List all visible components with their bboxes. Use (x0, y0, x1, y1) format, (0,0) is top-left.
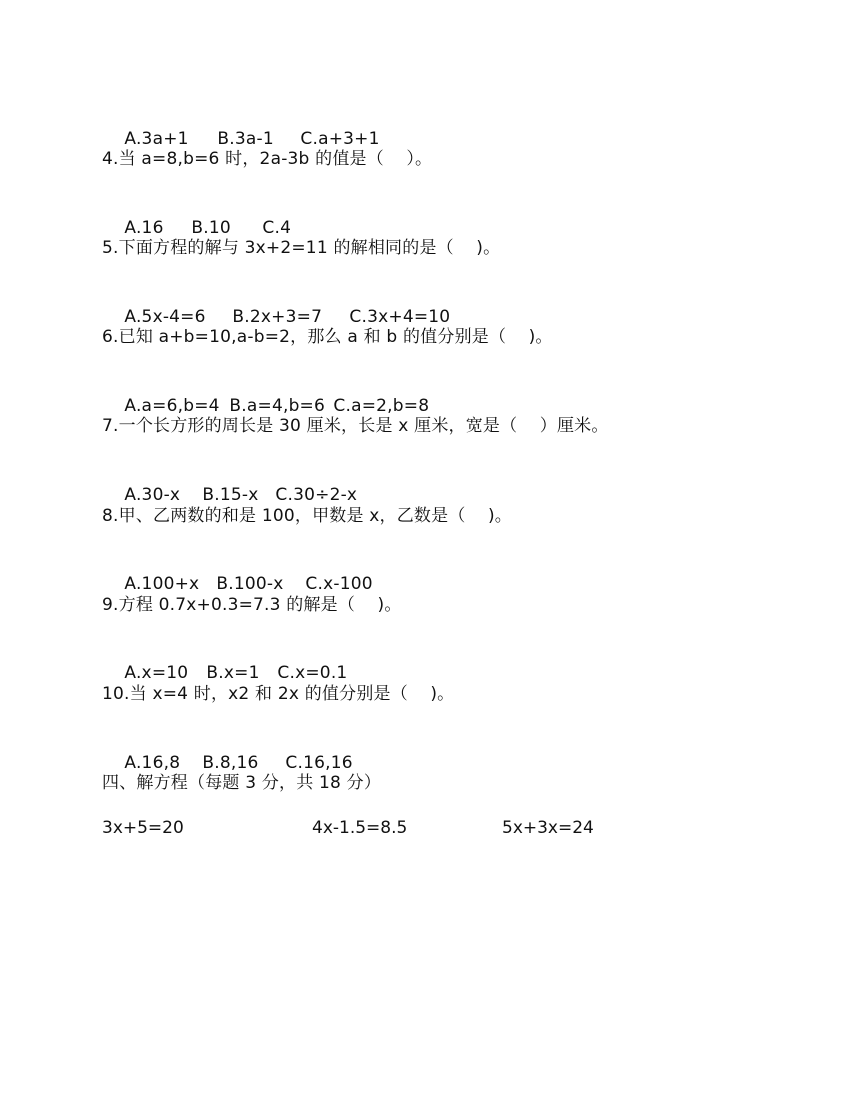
question-5: 5.下面方程的解与 3x+2=11 的解相同的是（ )。 (102, 238, 501, 258)
question-10: 10.当 x=4 时，x2 和 2x 的值分别是（ )。 (102, 684, 455, 704)
q4-option-a: A.16 (124, 218, 164, 238)
q8-option-a: A.100+x (124, 574, 200, 594)
q4-option-c: C.4 (262, 218, 292, 238)
q9-option-c: C.x=0.1 (277, 663, 348, 683)
q8-option-b: B.100-x (216, 574, 284, 594)
q4-option-b: B.10 (191, 218, 231, 238)
q5-option-c: C.3x+4=10 (349, 307, 451, 327)
q7-option-b: B.15-x (202, 485, 259, 505)
question-4: 4.当 a=8,b=6 时，2a-3b 的值是（ ）。 (102, 149, 433, 169)
q5-option-a: A.5x-4=6 (124, 307, 206, 327)
q3-option-c: C.a+3+1 (300, 129, 380, 149)
section-heading: 四、解方程（每题 3 分，共 18 分） (102, 773, 382, 793)
q7-option-c: C.30÷2-x (275, 485, 358, 505)
q8-option-c: C.x-100 (305, 574, 373, 594)
q9-option-a: A.x=10 (124, 663, 189, 683)
question-6: 6.已知 a+b=10,a-b=2，那么 a 和 b 的值分别是（ )。 (102, 327, 553, 347)
q6-option-c: C.a=2,b=8 (333, 396, 430, 416)
question-8: 8.甲、乙两数的和是 100，甲数是 x，乙数是（ )。 (102, 506, 512, 526)
q3-option-b: B.3a-1 (217, 129, 274, 149)
q6-option-b: B.a=4,b=6 (229, 396, 326, 416)
q9-option-b: B.x=1 (206, 663, 260, 683)
question-7: 7.一个长方形的周长是 30 厘米，长是 x 厘米，宽是（ ）厘米。 (102, 416, 609, 436)
q6-option-a: A.a=6,b=4 (124, 396, 220, 416)
equation-3: 5x+3x=24 (502, 818, 594, 838)
equation-1: 3x+5=20 (102, 818, 184, 838)
q10-option-b: B.8,16 (202, 753, 259, 773)
q7-option-a: A.30-x (124, 485, 181, 505)
q10-option-c: C.16,16 (285, 753, 353, 773)
q3-option-a: A.3a+1 (124, 129, 189, 149)
q10-option-a: A.16,8 (124, 753, 181, 773)
question-9: 9.方程 0.7x+0.3=7.3 的解是（ )。 (102, 595, 402, 615)
equation-2: 4x-1.5=8.5 (312, 818, 408, 838)
q5-option-b: B.2x+3=7 (232, 307, 323, 327)
